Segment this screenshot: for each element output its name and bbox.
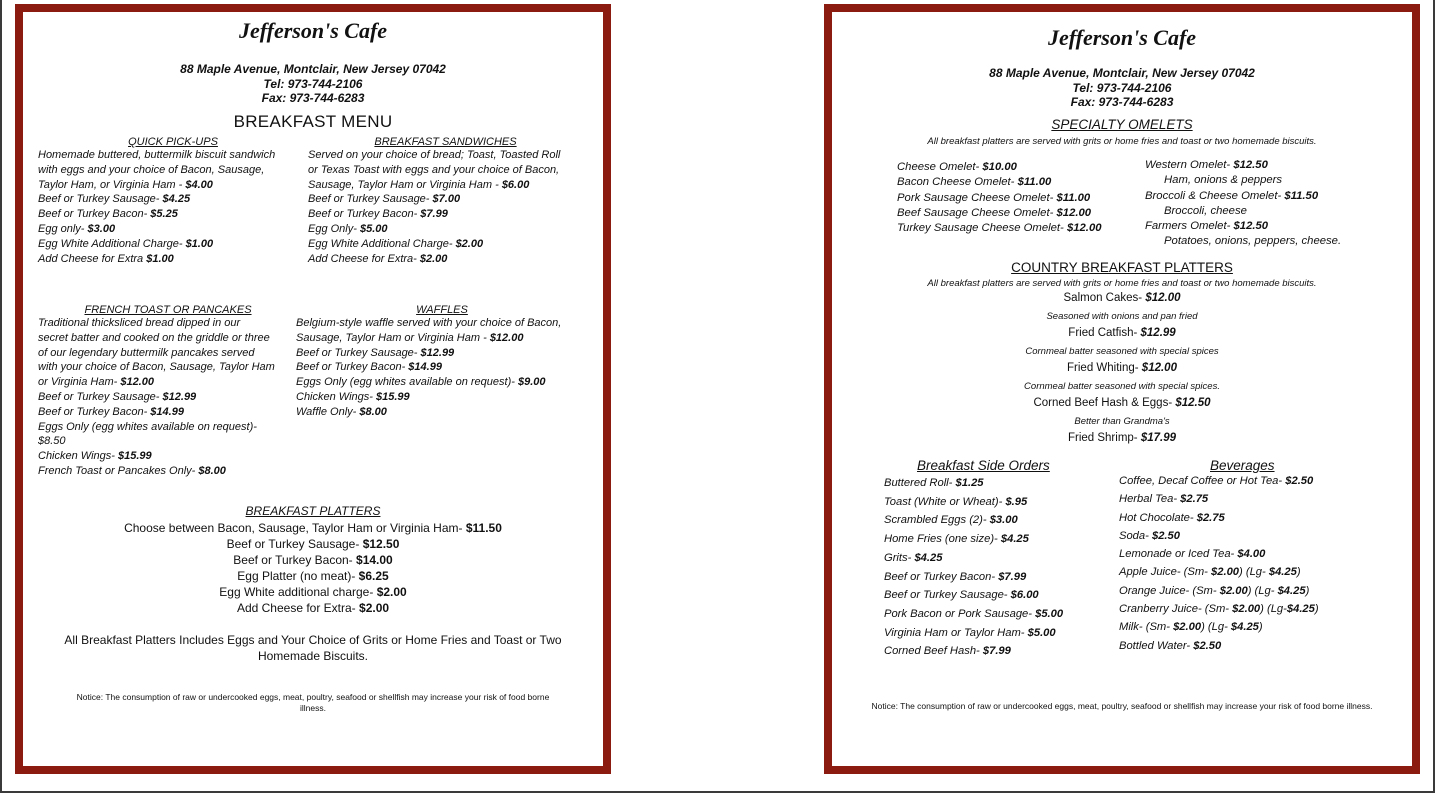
menu-item: Beef or Turkey Bacon- $5.25 [38, 208, 178, 221]
cafe-contact [23, 62, 603, 106]
menu-item: Fried Whiting- $12.00 [1067, 362, 1177, 374]
menu-item: Bacon Cheese Omelet- $11.00 [897, 176, 1052, 189]
section-beverages [1119, 458, 1389, 655]
menu-item: Beef or Turkey Bacon- $7.99 [308, 208, 448, 221]
menu-item: Corned Beef Hash & Eggs- $12.50 [1033, 397, 1211, 409]
item-price: $11.50 [1284, 189, 1319, 202]
item-price: $11.00 [1056, 191, 1091, 204]
item-price: $2.00 [1232, 603, 1261, 616]
menu-item: Egg Platter (no meat)- $6.25 [237, 569, 389, 583]
item-desc: Ham, onions & peppers [1164, 174, 1283, 187]
item-price: $12.00 [1056, 206, 1092, 219]
item-price: $4.00 [1237, 548, 1266, 561]
section-title: QUICK PICK-UPS [128, 136, 218, 148]
item-price: $3.00 [87, 222, 116, 235]
food-safety-notice: Notice: The consumption of raw or undercooked eggs, meat, poultry, seafood or shellfish may increase your risk of food borne illness. [76, 692, 550, 713]
menu-item: French Toast or Pancakes Only- $8.00 [38, 464, 226, 477]
menu-item: Beef or Turkey Sausage- $6.00 [884, 589, 1039, 602]
viewer-edge [0, 0, 2, 793]
item-price: $11.00 [1017, 176, 1052, 189]
cafe-title: Jefferson's Cafe [238, 18, 388, 43]
item-price: $1.00 [146, 252, 174, 265]
menu-item: Beef or Turkey Sausage- $12.99 [296, 346, 455, 359]
menu-item: Eggs Only (egg whites available on request)- $9.00 [296, 376, 546, 389]
item-price: $3.00 [989, 514, 1018, 527]
menu-item: Choose between Bacon, Sausage, Taylor Ham or Virginia Ham- $11.50 [124, 521, 502, 535]
menu-item: Beef or Turkey Sausage- $12.99 [38, 390, 197, 403]
item-price: $4.25 [1286, 603, 1315, 616]
menu-item: Salmon Cakes- $12.00 [1063, 292, 1181, 304]
section-title: Beverages [1210, 458, 1275, 473]
item-price: $4.25 [1000, 533, 1029, 546]
menu-item: Pork Bacon or Pork Sausage- $5.00 [884, 607, 1064, 620]
menu-item: Add Cheese for Extra- $2.00 [308, 252, 448, 265]
menu-item: Coffee, Decaf Coffee or Hot Tea- $2.50 [1119, 475, 1314, 487]
item-desc: of our legendary buttermilk pancakes served [38, 346, 255, 359]
section-title: FRENCH TOAST OR PANCAKES [84, 304, 252, 316]
menu-item: Chicken Wings- $15.99 [296, 390, 410, 403]
menu-item: Egg only- $3.00 [38, 222, 116, 235]
item-price: $7.99 [982, 645, 1011, 658]
section-french-toast [38, 304, 298, 479]
section-subtitle: All breakfast platters are served with grits or home fries and toast or two homemade biscuits. [927, 136, 1317, 147]
menu-item: Cranberry Juice- (Sm- $2.00) (Lg-$4.25) [1119, 603, 1319, 616]
menu-item: Beef or Turkey Sausage- $4.25 [38, 193, 191, 206]
item-desc: Homemade buttered, buttermilk biscuit sandwich [38, 149, 276, 161]
section-title: SPECIALTY OMELETS [1051, 117, 1193, 132]
item-price: $2.50 [1193, 639, 1222, 652]
item-price: $14.99 [150, 405, 184, 418]
item-price: $2.00 [359, 601, 390, 615]
menu-item: Sausage, Taylor Ham or Virginia Ham - $12.00 [296, 331, 524, 344]
item-price: $6.00 [1010, 589, 1039, 602]
menu-item: Beef or Turkey Bacon- $14.99 [38, 405, 184, 418]
menu-item: Egg White Additional Charge- $2.00 [308, 237, 484, 250]
item-price: $2.00 [419, 252, 448, 265]
item-price: $12.00 [1066, 222, 1102, 235]
menu-item: Toast (White or Wheat)- $.95 [884, 495, 1028, 508]
menu-heading: BREAKFAST MENU [233, 112, 393, 131]
item-price: $8.50 [38, 435, 66, 448]
menu-item: Virginia Ham or Taylor Ham- $5.00 [884, 626, 1056, 639]
item-desc: Potatoes, onions, peppers, cheese. [1164, 235, 1342, 248]
menu-item: Orange Juice- (Sm- $2.00) (Lg- $4.25) [1119, 584, 1310, 597]
item-price: $8.00 [359, 405, 387, 418]
item-price: $14.00 [356, 553, 393, 567]
item-price: $7.99 [998, 570, 1027, 583]
menu-item: Sausage, Taylor Ham or Virginia Ham - $6.00 [308, 178, 530, 191]
menu-item: Hot Chocolate- $2.75 [1119, 511, 1225, 524]
item-desc: with your choice of Bacon, Sausage, Taylor Ham [38, 361, 275, 374]
cafe-phone: Tel: 973-744-2106 [1072, 80, 1172, 95]
item-price: $4.25 [1268, 566, 1297, 579]
menu-item: Soda- $2.50 [1119, 529, 1180, 542]
menu-item: Fried Shrimp- $17.99 [1067, 432, 1177, 444]
item-price: $12.99 [420, 346, 455, 359]
item-price: $2.00 [1219, 584, 1248, 597]
cafe-title: Jefferson's Cafe [1047, 25, 1197, 50]
menu-item: or Virginia Ham- $12.00 [38, 376, 154, 389]
item-price: $5.00 [1035, 607, 1064, 620]
item-price: $14.99 [408, 361, 442, 374]
menu-item: Egg Only- $5.00 [308, 222, 388, 235]
menu-item: Beef or Turkey Bacon- $14.99 [296, 361, 442, 374]
item-desc: Better than Grandma's [1074, 415, 1170, 427]
cafe-contact [832, 66, 1412, 110]
menu-item: Beef or Turkey Bacon- $14.00 [233, 553, 393, 567]
cafe-phone: Tel: 973-744-2106 [263, 76, 363, 91]
menu-item: Beef or Turkey Bacon- $7.99 [884, 570, 1027, 583]
item-price: $12.00 [1145, 292, 1181, 304]
item-desc: secret batter and cooked on the griddle or three [38, 331, 270, 344]
item-price: $12.00 [120, 376, 154, 389]
menu-item: Scrambled Eggs (2)- $3.00 [884, 514, 1018, 527]
food-safety-notice: Notice: The consumption of raw or undercooked eggs, meat, poultry, seafood or shellfish may increase your risk of food borne illness. [871, 701, 1373, 711]
menu-item: Home Fries (one size)- $4.25 [884, 533, 1029, 546]
item-price: $2.75 [1196, 511, 1225, 524]
item-price: $7.00 [432, 193, 461, 206]
item-price: $7.99 [420, 208, 448, 221]
item-desc: Traditional thicksliced bread dipped in our [38, 317, 241, 329]
item-price: $.95 [1005, 495, 1028, 508]
item-price: $12.50 [362, 537, 400, 551]
platters-includes: All Breakfast Platters Includes Eggs and Your Choice of Grits or Home Fries and Toast or Two [64, 633, 562, 647]
menu-item: Pork Sausage Cheese Omelet- $11.00 [897, 191, 1091, 204]
item-price: $4.00 [185, 178, 213, 191]
item-price: $10.00 [982, 161, 1017, 173]
item-price: $4.25 [162, 193, 191, 206]
item-price: $12.99 [162, 390, 197, 403]
section-title: COUNTRY BREAKFAST PLATTERS [1011, 260, 1233, 275]
item-price: $1.25 [955, 477, 984, 489]
item-price: $17.99 [1140, 432, 1177, 444]
item-price: $2.50 [1151, 529, 1180, 542]
section-waffles [296, 304, 588, 420]
item-price: $11.50 [465, 521, 502, 535]
menu-item: Fried Catfish- $12.99 [1068, 327, 1176, 339]
item-price: $12.00 [489, 331, 524, 344]
item-price: $2.00 [1173, 621, 1202, 634]
item-price: $1.00 [185, 237, 214, 250]
cafe-address: 88 Maple Avenue, Montclair, New Jersey 07042 [989, 66, 1255, 80]
menu-item: Eggs Only (egg whites available on request)- [38, 420, 257, 433]
item-price: $2.50 [1285, 475, 1314, 487]
menu-page-platters [824, 4, 1420, 774]
item-price: $2.00 [376, 585, 407, 599]
item-price: $5.00 [359, 222, 388, 235]
menu-item: Milk- (Sm- $2.00) (Lg- $4.25) [1119, 621, 1263, 634]
menu-item: Grits- $4.25 [884, 551, 943, 564]
item-desc: Seasoned with onions and pan fried [1046, 310, 1198, 322]
item-price: $15.99 [117, 450, 152, 463]
item-desc: Cornmeal batter seasoned with special spices [1025, 345, 1219, 357]
cafe-fax: Fax: 973-744-6283 [1070, 95, 1174, 109]
section-quick-pickups [38, 136, 308, 266]
section-breakfast-platters [23, 504, 603, 664]
item-price: $12.99 [1140, 327, 1176, 339]
menu-item: Apple Juice- (Sm- $2.00) (Lg- $4.25) [1119, 566, 1301, 579]
item-price: $6.25 [358, 569, 389, 583]
menu-item: Lemonade or Iced Tea- $4.00 [1119, 548, 1266, 561]
item-price: $12.50 [1233, 159, 1268, 171]
item-desc: Cornmeal batter seasoned with special spices. [1024, 380, 1220, 392]
omelets-left-list [897, 160, 1102, 236]
section-title: Breakfast Side Orders [917, 458, 1050, 473]
menu-item: Farmers Omelet- $12.50 [1145, 220, 1269, 233]
section-subtitle: All breakfast platters are served with grits or home fries and toast or two homemade biscuits. [927, 278, 1317, 289]
platters-includes: Homemade Biscuits. [257, 649, 369, 663]
item-price: $15.99 [375, 390, 410, 403]
section-country-platters [832, 260, 1412, 448]
section-title: BREAKFAST SANDWICHES [374, 136, 517, 148]
menu-item: Waffle Only- $8.00 [296, 405, 387, 418]
menu-item: Corned Beef Hash- $7.99 [884, 645, 1011, 658]
item-price: $5.25 [150, 208, 178, 221]
menu-item: Egg White Additional Charge- $1.00 [38, 237, 214, 250]
menu-item: Beef Sausage Cheese Omelet- $12.00 [897, 206, 1092, 219]
menu-item: Beef or Turkey Sausage- $12.50 [226, 537, 400, 551]
menu-item: Broccoli & Cheese Omelet- $11.50 [1145, 189, 1319, 202]
menu-item: Bottled Water- $2.50 [1119, 639, 1222, 652]
menu-item: Chicken Wings- $15.99 [38, 450, 152, 463]
section-breakfast-sandwiches [308, 136, 583, 266]
item-price: $4.25 [1277, 584, 1306, 597]
item-price: $2.75 [1180, 493, 1209, 506]
item-price: $4.25 [914, 551, 943, 564]
item-desc: Served on your choice of bread; Toast, Toasted Roll [308, 149, 561, 161]
item-price: $2.00 [455, 237, 484, 250]
menu-item: Buttered Roll- $1.25 [884, 477, 984, 489]
menu-item: Western Omelet- $12.50 [1145, 159, 1268, 171]
item-price: $2.00 [1211, 566, 1240, 579]
omelets-right-list [1145, 158, 1341, 250]
menu-item: Herbal Tea- $2.75 [1119, 493, 1209, 506]
section-side-orders [884, 458, 1114, 661]
item-desc: with eggs and your choice of Bacon, Sausage, [38, 163, 265, 176]
menu-item: Turkey Sausage Cheese Omelet- $12.00 [897, 222, 1102, 235]
section-title: WAFFLES [416, 304, 468, 316]
item-price: $6.00 [501, 178, 530, 191]
item-price: $5.00 [1027, 626, 1056, 639]
menu-page-breakfast [15, 4, 611, 774]
menu-item: Add Cheese for Extra- $2.00 [236, 601, 390, 615]
menu-item: Cheese Omelet- $10.00 [897, 161, 1017, 173]
item-price: $8.00 [198, 464, 226, 477]
item-price: $12.00 [1141, 362, 1177, 374]
item-price: $12.50 [1233, 220, 1269, 233]
section-title: BREAKFAST PLATTERS [245, 504, 381, 518]
cafe-address: 88 Maple Avenue, Montclair, New Jersey 07042 [180, 62, 446, 76]
item-desc: Broccoli, cheese [1164, 204, 1247, 217]
item-price: $4.25 [1230, 621, 1259, 634]
menu-item: Egg White additional charge- $2.00 [219, 585, 407, 599]
item-price: $12.50 [1175, 397, 1211, 409]
menu-item: Add Cheese for Extra $1.00 [38, 252, 174, 265]
item-desc: or Texas Toast with eggs and your choice of Bacon, [308, 163, 560, 176]
menu-item: Beef or Turkey Sausage- $7.00 [308, 193, 461, 206]
item-desc: Belgium-style waffle served with your choice of Bacon, [296, 317, 562, 329]
item-price: $9.00 [517, 376, 546, 389]
cafe-fax: Fax: 973-744-6283 [261, 91, 365, 105]
menu-item: Taylor Ham, or Virginia Ham - $4.00 [38, 178, 213, 191]
